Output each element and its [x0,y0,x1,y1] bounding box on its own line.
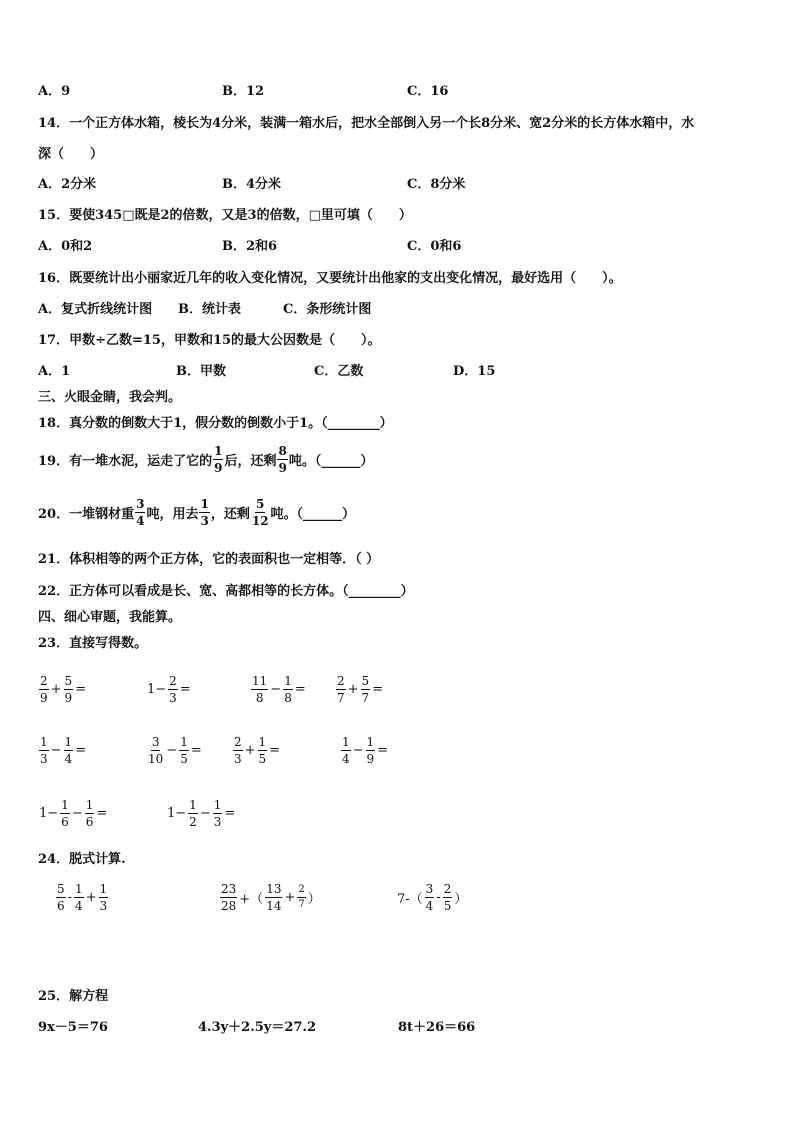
q23-e7-a-num: 2 [234,734,242,749]
q23-e9-operator: − [71,805,83,821]
q24-e2-frac-a [220,883,237,912]
q24-e1-a-den: 6 [57,898,65,913]
q19-statement [38,442,373,476]
q24-e3-a-den: 4 [425,898,434,913]
q19-frac2-den: 9 [278,460,287,475]
q23-expression-9 [38,795,108,831]
q23-e10-a-num: 1 [189,797,197,812]
q20-fraction-3 [251,498,270,527]
q23-e7-operator: + [244,742,256,758]
q23-e2-lead: 1− [147,681,167,697]
q23-expression-5 [38,732,87,768]
q24-e2-b-den: 14 [266,898,282,913]
q23-expression-10 [166,795,236,831]
q23-e10-lead: 1− [167,805,187,821]
q23-e10-a-den: 2 [189,814,197,829]
q23-e4-operator: + [347,681,359,697]
q17-option-b: B．甲数 [176,364,226,379]
q19-text-post: 吨。（______） [288,453,374,469]
q24-e1-frac-c [99,883,109,912]
q24-e2-operator-1: +（ [239,891,264,907]
q23-e9-b-den: 6 [85,814,94,829]
q14-option-c: C．8分米 [407,177,466,192]
q24-e3-b-num: 2 [443,881,452,896]
q23-e2-equals: = [179,681,191,697]
q23-e5-a-num: 1 [40,734,48,749]
q23-e2-a-num: 2 [169,673,177,688]
q23-e7-equals: = [269,742,281,758]
q23-e10-operator: − [199,805,211,821]
q19-fraction-1 [213,445,223,474]
q23-e3-b-den: 8 [284,690,292,705]
q24-e3-frac-a [425,883,435,912]
q16-option-c: C．条形统计图 [283,302,372,317]
q24-e3-b-den: 5 [443,898,452,913]
q20-frac1-num: 3 [136,496,145,511]
q23-e1-frac-a [39,675,49,704]
q23-e1-equals: = [75,681,87,697]
q24-e2-c-den: 7 [298,898,305,910]
q19-text-pre: 19．有一堆水泥，运走了它的 [38,453,213,469]
q23-e5-frac-b [64,736,74,765]
q18-statement: 18．真分数的倒数大于1，假分数的倒数小于1。（________） [38,416,393,431]
q23-e5-a-den: 3 [40,751,48,766]
q20-frac2-num: 1 [200,496,209,511]
q23-e4-frac-a [336,675,346,704]
q14-option-b: B．4分米 [222,177,282,192]
q23-e6-equals: = [190,742,202,758]
q24-e2-b-num: 13 [266,881,282,896]
q23-e1-b-num: 5 [64,673,73,688]
q23-e3-operator: − [270,681,282,697]
q20-frac1-den: 4 [136,513,145,528]
q13-option-c: C．16 [407,84,449,99]
q23-e9-equals: = [96,805,108,821]
q24-e2-frac-b [265,883,282,912]
q24-e2-frac-c [297,885,305,910]
q23-expression-4 [335,671,384,707]
q15-question: 15．要使345□既是2的倍数，又是3的倍数，□里可填（ ） [38,208,412,223]
q24-expression-1 [55,878,109,916]
q23-e6-operator: − [166,742,178,758]
q23-e8-b-num: 1 [366,734,375,749]
q15-option-b: B．2和6 [222,239,278,254]
q23-e6-a-num: 3 [151,734,160,749]
q23-e1-b-den: 9 [64,690,73,705]
q23-e8-a-num: 1 [342,734,350,749]
q23-e4-b-num: 5 [361,673,370,688]
q24-e3-frac-b [443,883,453,912]
q23-e9-frac-b [85,799,95,828]
q14-question-line2: 深（ ） [38,147,104,162]
q16-option-a: A．复式折线统计图 [38,302,153,317]
q23-e5-frac-a [39,736,49,765]
q23-expression-8 [340,732,389,768]
q24-e1-frac-a [56,883,66,912]
q23-e7-b-den: 5 [258,751,267,766]
q24-e3-close: ） [454,891,468,907]
q23-e8-equals: = [377,742,389,758]
q19-text-mid: 后，还剩 [224,453,277,469]
q23-e4-a-num: 2 [337,673,345,688]
q23-e3-b-num: 1 [284,673,292,688]
q23-e2-a-den: 3 [169,690,177,705]
q14-question-line1: 14．一个正方体水箱，棱长为4分米，装满一箱水后，把水全部倒入另一个长8分米、宽2分米的长方体水箱中，水 [38,116,695,131]
q23-e6-b-den: 5 [180,751,188,766]
q24-e2-a-num: 23 [221,881,237,896]
q17-question: 17．甲数÷乙数=15，甲数和15的最大公因数是（ ）。 [38,333,381,348]
q15-option-c: C．0和6 [407,239,462,254]
q23-e6-frac-a [147,736,164,765]
q22-statement: 22．正方体可以看成是长、宽、高都相等的长方体。（________） [38,584,414,599]
q23-e7-frac-a [233,736,243,765]
q24-expression-2 [219,878,322,916]
q23-e10-b-den: 3 [213,814,222,829]
q24-e1-a-num: 5 [57,881,65,896]
q23-expression-3 [250,671,307,707]
q23-e1-a-den: 9 [40,690,48,705]
q23-e9-b-num: 1 [85,797,94,812]
q23-e1-operator: + [50,681,62,697]
q20-frac3-num: 5 [256,496,265,511]
q24-e1-operator-2: + [85,889,97,905]
q20-text-pre: 20．一堆钢材重 [38,506,135,522]
q24-e1-frac-b [74,883,84,912]
q17-option-a: A．1 [38,364,71,379]
q25-title: 25．解方程 [38,989,109,1004]
q23-e4-a-den: 7 [337,690,345,705]
q20-fraction-1 [135,498,145,527]
q23-e6-b-num: 1 [180,734,188,749]
q24-e1-b-den: 4 [75,898,83,913]
q23-e5-b-num: 1 [64,734,73,749]
q23-expression-7 [232,732,281,768]
q16-option-b: B．统计表 [178,302,241,317]
q25-equation-1: 9x－5＝76 [38,1020,108,1035]
q23-expression-1 [38,671,87,707]
q24-title: 24．脱式计算. [38,852,126,867]
q23-e4-b-den: 7 [361,690,370,705]
q23-e10-equals: = [224,805,236,821]
q23-expression-6 [146,732,203,768]
q20-frac2-den: 3 [200,513,209,528]
q23-e5-operator: − [50,742,62,758]
q23-e10-frac-b [213,799,223,828]
q19-fraction-2 [277,445,287,474]
q23-e1-frac-b [64,675,74,704]
q23-e8-a-den: 4 [342,751,350,766]
q23-e6-a-den: 10 [148,751,164,766]
q23-e9-frac-a [60,799,70,828]
q23-e3-a-num: 11 [252,673,268,688]
q23-e7-a-den: 3 [234,751,242,766]
q23-e7-b-num: 1 [258,734,267,749]
q24-e3-a-num: 3 [425,881,434,896]
q23-e8-b-den: 9 [366,751,375,766]
q23-expression-2 [146,671,192,707]
q23-e2-frac-a [168,675,178,704]
q23-e5-b-den: 4 [64,751,73,766]
q24-e3-operator: - [436,889,441,905]
q23-e3-equals: = [294,681,306,697]
q13-option-a: A．9 [38,84,71,99]
q24-e1-operator-1: - [67,889,73,905]
q23-e10-frac-a [188,799,198,828]
section-4-heading: 四、细心审题，我能算。 [38,610,182,625]
q23-e8-operator: − [352,742,364,758]
q20-text-mid2: ，还剩 [210,506,250,522]
q25-equation-3: 8t＋26＝66 [398,1020,476,1035]
q16-question: 16．既要统计出小丽家近几年的收入变化情况，又要统计出他家的支出变化情况，最好选用（ ）。 [38,271,622,286]
q23-e4-equals: = [372,681,384,697]
q17-option-d: D．15 [453,364,496,379]
q20-frac3-den: 12 [251,513,269,528]
q24-expression-3 [396,878,468,916]
q14-option-a: A．2分米 [38,177,97,192]
q24-e2-c-num: 2 [297,885,305,898]
q23-e5-equals: = [75,742,87,758]
q23-e9-a-den: 6 [61,814,69,829]
q23-e9-lead: 1− [39,805,59,821]
q23-e6-frac-b [179,736,189,765]
q24-e1-c-num: 1 [99,881,108,896]
q19-frac1-den: 9 [214,460,223,475]
q24-e1-b-num: 1 [75,881,83,896]
q23-e9-a-num: 1 [61,797,69,812]
q20-text-mid1: 吨，用去 [146,506,199,522]
q23-e1-a-num: 2 [40,673,48,688]
q20-statement [38,495,355,529]
q19-frac1-num: 1 [214,443,223,458]
q23-e8-frac-b [366,736,376,765]
q23-e3-frac-a [251,675,268,704]
q24-e2-close: ） [307,891,321,907]
q25-equation-2: 4.3y＋2.5y＝27.2 [198,1020,317,1035]
q21-statement: 21．体积相等的两个正方体，它的表面积也一定相等．（ ） [38,552,380,567]
q23-title: 23．直接写得数。 [38,636,148,651]
q19-frac2-num: 8 [278,443,287,458]
q23-e3-a-den: 8 [255,690,264,705]
q23-e3-frac-b [283,675,293,704]
q20-fraction-2 [199,498,209,527]
q15-option-a: A．0和2 [38,239,93,254]
q23-e7-frac-b [258,736,268,765]
q24-e1-c-den: 3 [99,898,108,913]
q23-e10-b-num: 1 [213,797,222,812]
q24-e2-a-den: 28 [221,898,237,913]
q23-e8-frac-a [341,736,351,765]
q24-e2-operator-2: + [284,889,296,905]
q17-option-c: C．乙数 [314,364,364,379]
section-3-heading: 三、火眼金睛，我会判。 [38,390,182,405]
q23-e4-frac-b [361,675,371,704]
q24-e3-lead: 7-（ [397,891,423,907]
q20-text-post: 吨。（______） [270,506,356,522]
q13-option-b: B．12 [222,84,265,99]
